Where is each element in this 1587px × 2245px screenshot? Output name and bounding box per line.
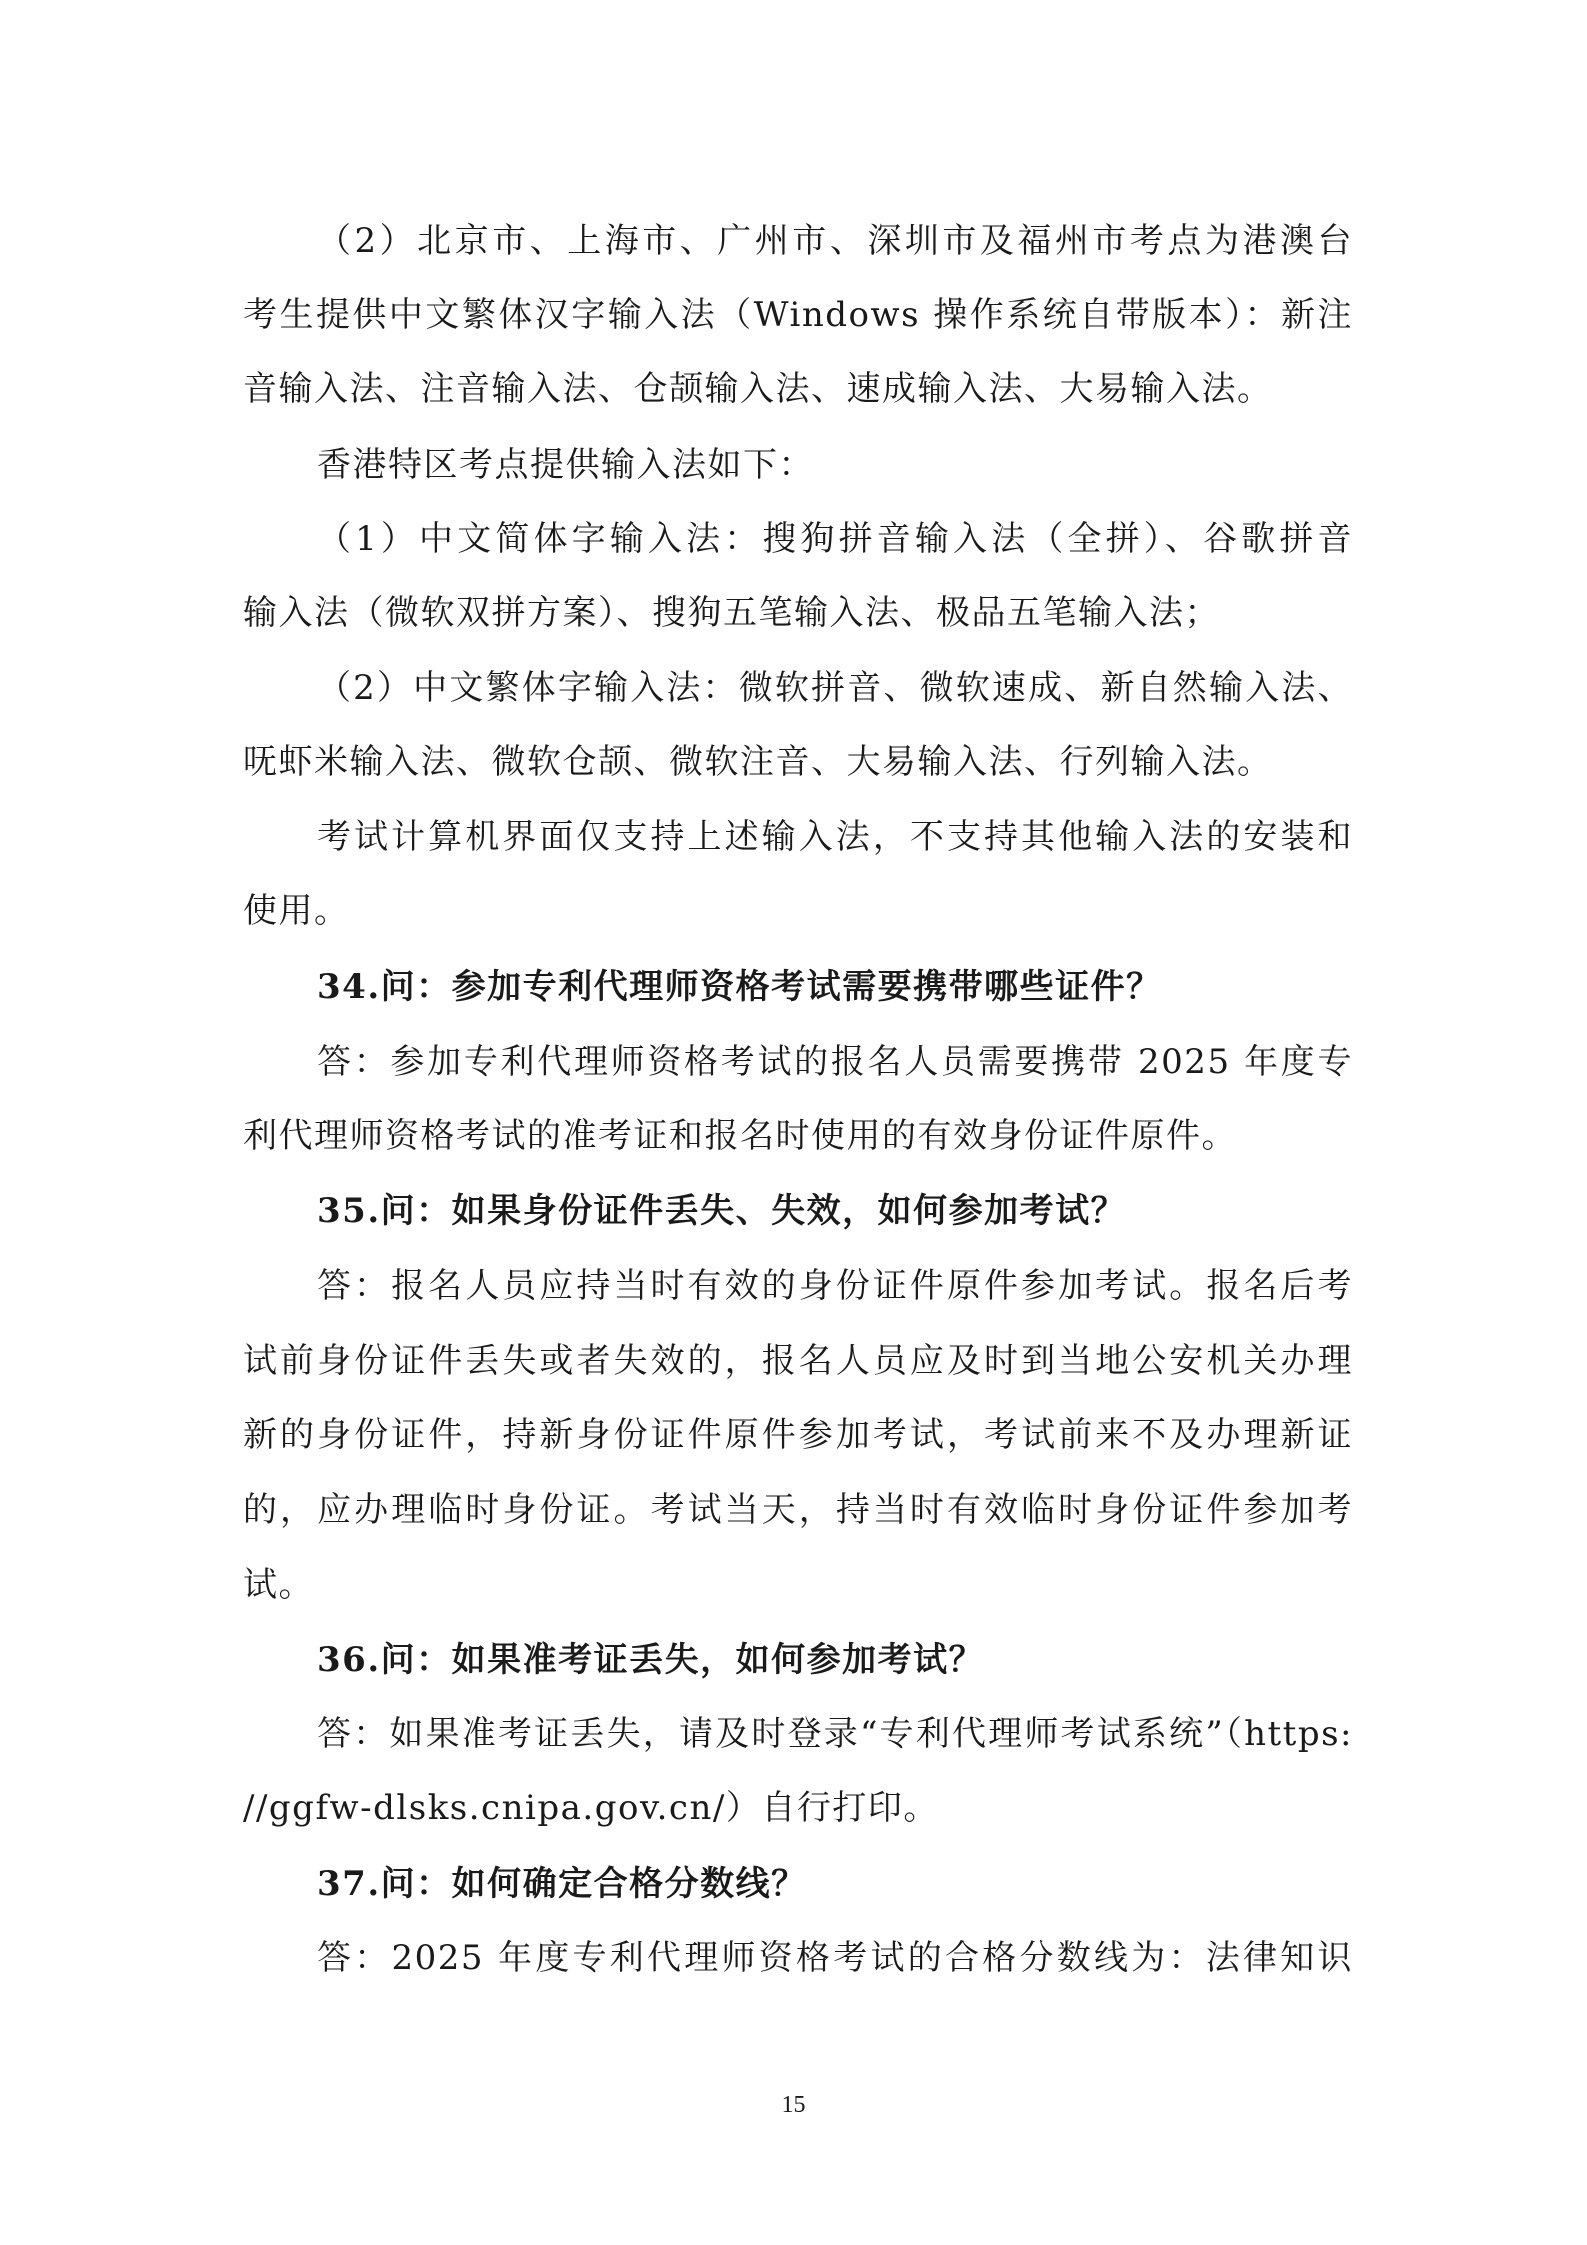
paragraph-line: 香港特区考点提供输入法如下： — [317, 445, 814, 485]
paragraph-line: 呒虾米输入法、微软仓颉、微软注音、大易输入法、行列输入法。 — [243, 742, 1273, 782]
paragraph-line: //ggfw-dlsks.cnipa.gov.cn/）自行打印。 — [243, 1788, 939, 1828]
paragraph-line: 使用。 — [243, 891, 350, 931]
paragraph-line: 利代理师资格考试的准考证和报名时使用的有效身份证件原件。 — [243, 1116, 1237, 1156]
question-heading: 36.问：如果准考证丢失，如何参加考试？ — [317, 1640, 985, 1680]
paragraph-line: 音输入法、注音输入法、仓颉输入法、速成输入法、大易输入法。 — [243, 369, 1273, 409]
paragraph-line: （1）中文简体字输入法：搜狗拼音输入法（全拼）、谷歌拼音 — [317, 519, 1353, 559]
page-number: 15 — [781, 2092, 806, 2118]
paragraph-line: 答：如果准考证丢失，请及时登录“专利代理师考试系统”（https: — [317, 1714, 1353, 1754]
paragraph-line: （2）中文繁体字输入法：微软拼音、微软速成、新自然输入法、 — [317, 668, 1353, 708]
paragraph-line: 试前身份证件丢失或者失效的，报名人员应及时到当地公安机关办理 — [243, 1341, 1353, 1381]
paragraph-line: 答：2025 年度专利代理师资格考试的合格分数线为：法律知识 — [317, 1938, 1353, 1978]
paragraph-line: 输入法（微软双拼方案）、搜狗五笔输入法、极品五笔输入法； — [243, 593, 1220, 633]
paragraph-line: 答：报名人员应持当时有效的身份证件原件参加考试。报名后考 — [317, 1266, 1353, 1306]
question-heading: 35.问：如果身份证件丢失、失效，如何参加考试？ — [317, 1191, 1127, 1231]
paragraph-line: 的，应办理临时身份证。考试当天，持当时有效临时身份证件参加考 — [243, 1490, 1353, 1530]
question-heading: 34.问：参加专利代理师资格考试需要携带哪些证件？ — [317, 967, 1162, 1007]
paragraph-line: 考试计算机界面仅支持上述输入法，不支持其他输入法的安装和 — [317, 817, 1353, 857]
paragraph-line: （2）北京市、上海市、广州市、深圳市及福州市考点为港澳台 — [317, 221, 1353, 261]
paragraph-line: 新的身份证件，持新身份证件原件参加考试，考试前来不及办理新证 — [243, 1415, 1353, 1455]
paragraph-line: 考生提供中文繁体汉字输入法（Windows 操作系统自带版本）：新注 — [243, 295, 1353, 335]
paragraph-line: 试。 — [243, 1565, 314, 1605]
question-heading: 37.问：如何确定合格分数线？ — [317, 1864, 807, 1904]
paragraph-line: 答：参加专利代理师资格考试的报名人员需要携带 2025 年度专 — [317, 1042, 1353, 1082]
